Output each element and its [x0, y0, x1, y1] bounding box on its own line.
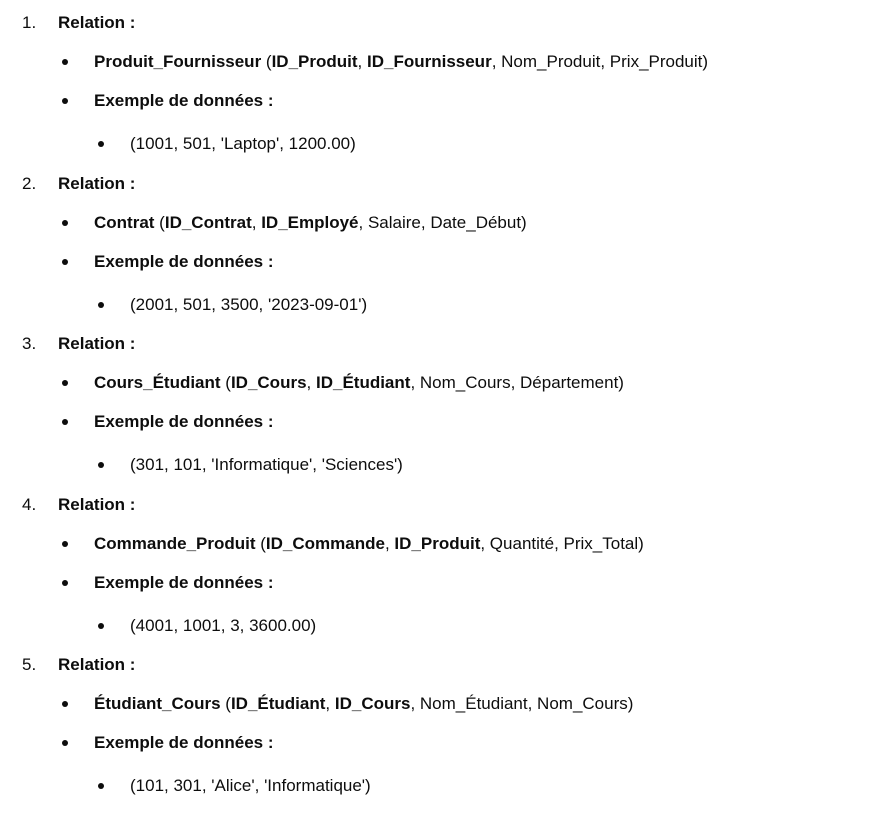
bullet-icon	[62, 419, 68, 425]
table-name: Commande_Produit	[94, 534, 256, 553]
bullet-icon	[62, 98, 68, 104]
example-label: Exemple de données :	[94, 412, 274, 431]
bullet-icon	[62, 580, 68, 586]
relation-schema	[94, 533, 644, 555]
relation-heading: Relation :	[58, 495, 136, 514]
bullet-icon	[62, 740, 68, 746]
bullet-icon	[98, 462, 104, 468]
relation-item-3	[0, 321, 880, 482]
open-paren: (	[154, 213, 165, 232]
bullet-icon	[62, 701, 68, 707]
example-label: Exemple de données :	[94, 91, 274, 110]
list-number: 5.	[22, 655, 37, 674]
list-number: 4.	[22, 495, 37, 514]
primary-key-1: ID_Produit	[271, 52, 358, 71]
table-name: Cours_Étudiant	[94, 373, 221, 392]
key-separator: ,	[251, 213, 262, 232]
example-label: Exemple de données :	[94, 573, 274, 592]
bullet-icon	[98, 623, 104, 629]
bullet-icon	[98, 783, 104, 789]
primary-key-2: ID_Étudiant	[315, 373, 411, 392]
key-separator: ,	[325, 694, 335, 713]
relation-heading: Relation :	[58, 334, 136, 353]
attribute-list: , Nom_Étudiant, Nom_Cours)	[410, 694, 634, 713]
example-row: (4001, 1001, 3, 3600.00)	[130, 616, 317, 635]
relation-heading: Relation :	[58, 655, 136, 674]
example-row: (1001, 501, 'Laptop', 1200.00)	[130, 134, 356, 153]
relation-schema	[94, 693, 633, 715]
attribute-list: , Salaire, Date_Début)	[358, 213, 527, 232]
open-paren: (	[220, 373, 231, 392]
table-name: Produit_Fournisseur	[94, 52, 262, 71]
table-name: Étudiant_Cours	[94, 694, 221, 713]
attribute-list: , Nom_Produit, Prix_Produit)	[491, 52, 709, 71]
bullet-icon	[62, 380, 68, 386]
relation-item-4	[0, 482, 880, 643]
list-number: 1.	[22, 13, 37, 32]
bullet-icon	[98, 141, 104, 147]
bullet-icon	[98, 302, 104, 308]
primary-key-1: ID_Commande	[265, 534, 385, 553]
relation-item-1	[0, 0, 880, 161]
relation-item-5	[0, 642, 880, 803]
relation-heading: Relation :	[58, 174, 136, 193]
relation-schema	[94, 212, 527, 234]
primary-key-1: ID_Cours	[230, 373, 307, 392]
primary-key-2: ID_Cours	[334, 694, 411, 713]
open-paren: (	[220, 694, 231, 713]
bullet-icon	[62, 541, 68, 547]
relation-item-2	[0, 161, 880, 322]
bullet-icon	[62, 220, 68, 226]
primary-key-1: ID_Étudiant	[230, 694, 326, 713]
key-separator: ,	[306, 373, 316, 392]
relation-heading: Relation :	[58, 13, 136, 32]
table-name: Contrat	[94, 213, 155, 232]
relation-schema	[94, 51, 708, 73]
key-separator: ,	[384, 534, 395, 553]
attribute-list: , Quantité, Prix_Total)	[480, 534, 644, 553]
example-label: Exemple de données :	[94, 252, 274, 271]
primary-key-1: ID_Contrat	[164, 213, 252, 232]
list-number: 2.	[22, 174, 37, 193]
attribute-list: , Nom_Cours, Département)	[410, 373, 624, 392]
example-row: (2001, 501, 3500, '2023-09-01')	[130, 295, 368, 314]
primary-key-2: ID_Employé	[261, 213, 359, 232]
open-paren: (	[255, 534, 266, 553]
key-separator: ,	[357, 52, 367, 71]
example-row: (101, 301, 'Alice', 'Informatique')	[130, 776, 371, 795]
bullet-icon	[62, 59, 68, 65]
primary-key-2: ID_Fournisseur	[366, 52, 492, 71]
primary-key-2: ID_Produit	[394, 534, 481, 553]
list-number: 3.	[22, 334, 37, 353]
example-label: Exemple de données :	[94, 733, 274, 752]
open-paren: (	[261, 52, 272, 71]
bullet-icon	[62, 259, 68, 265]
relation-schema	[94, 372, 624, 394]
example-row: (301, 101, 'Informatique', 'Sciences')	[130, 455, 403, 474]
